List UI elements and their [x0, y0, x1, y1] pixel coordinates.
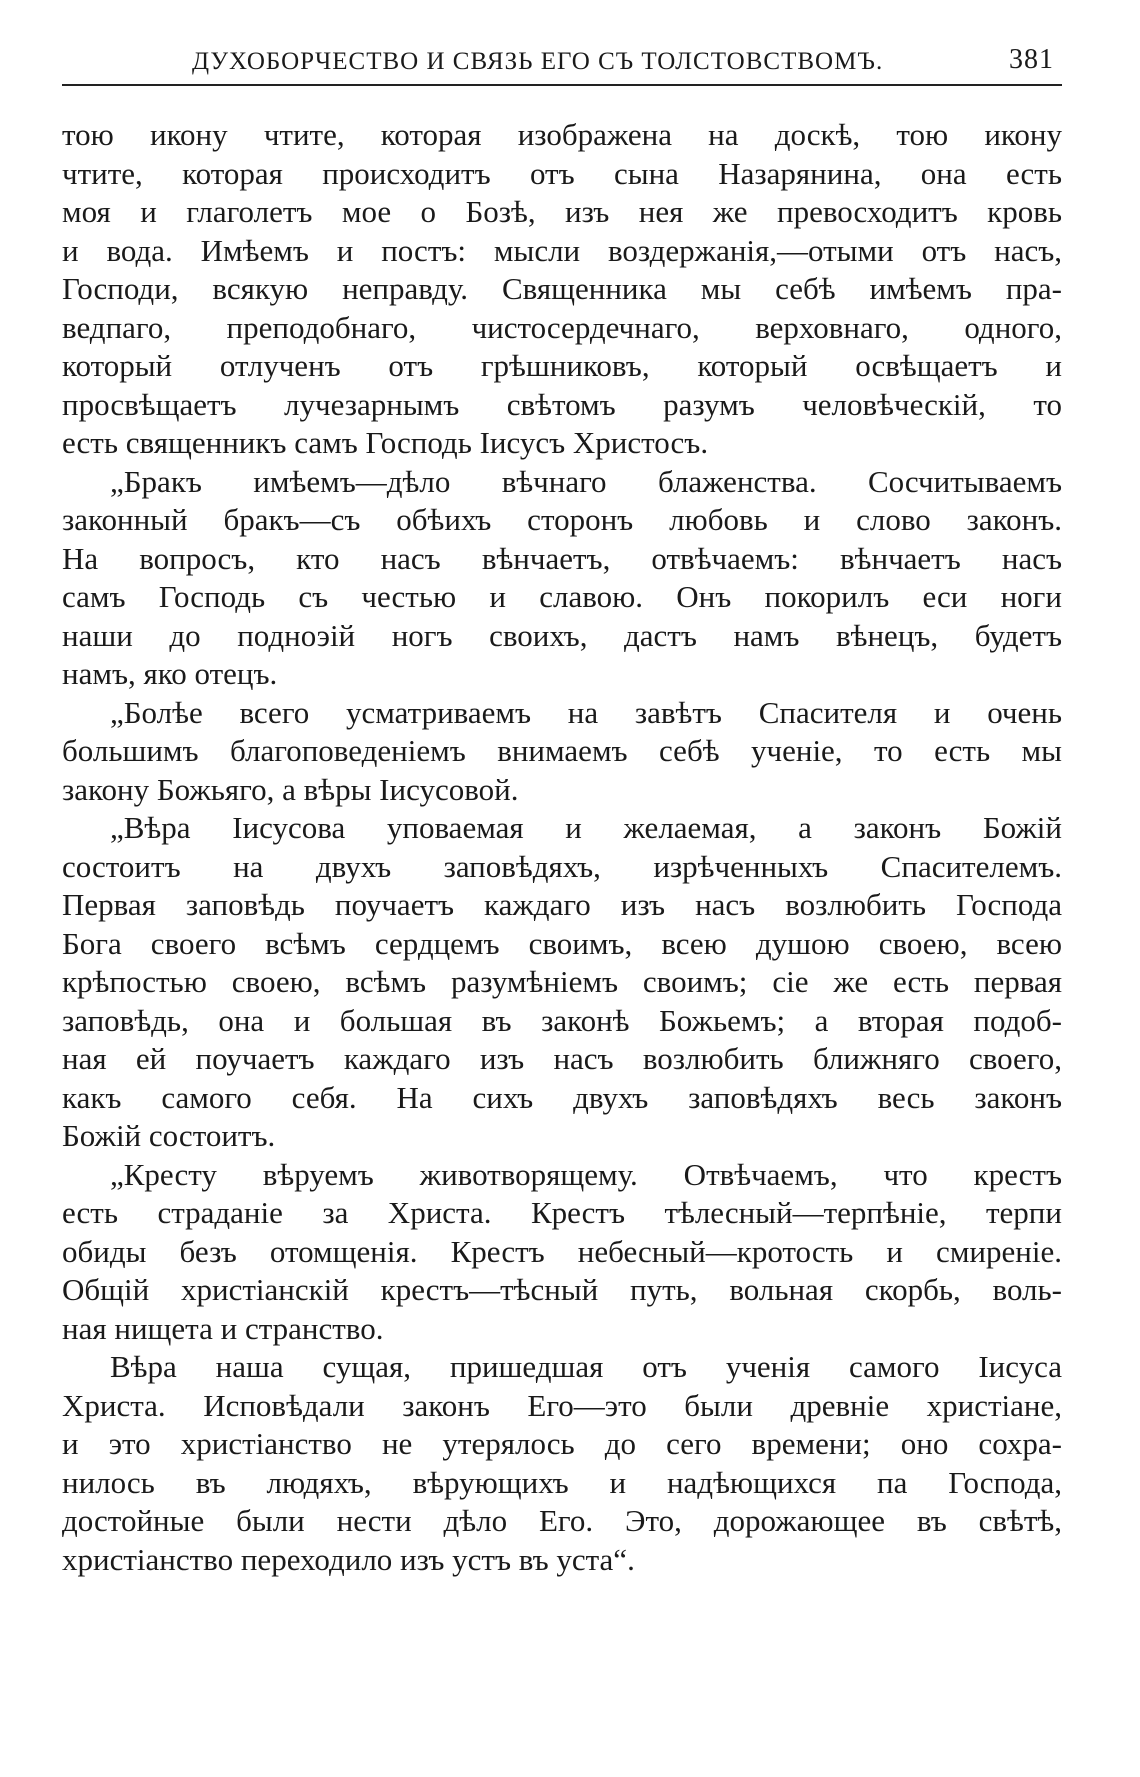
- text-line: Господи, всякую неправду. Священника мы себѣ имѣемъ пра-: [62, 271, 1062, 306]
- text-line: ведпаго, преподобнаго, чистосердечнаго, верховнаго, одного,: [62, 309, 1062, 345]
- text-line: намъ, яко отецъ.: [62, 656, 278, 691]
- book-page: [62, 38, 1062, 1579]
- text-line: чтите, которая происходитъ отъ сына Назарянина, она есть: [62, 155, 1062, 191]
- text-line: нилось въ людяхъ, вѣрующихъ и надѣющихся па Господа,: [62, 1464, 1062, 1500]
- text-line: обиды безъ отомщенія. Крестъ небесный—кротость и смиреніе.: [62, 1233, 1062, 1269]
- text-line: моя и глаголетъ мое о Бозѣ, изъ нея же превосходитъ кровь: [62, 194, 1062, 229]
- text-line: крѣпостью своею, всѣмъ разумѣніемъ своимъ; сіе же есть первая: [62, 964, 1062, 999]
- text-line: Христа. Исповѣдали законъ Его—это были древніе христіане,: [62, 1387, 1062, 1423]
- page-number: 381: [1009, 44, 1054, 75]
- text-line: закону Божьяго, а вѣры Іисусовой.: [62, 771, 519, 807]
- text-line: „Болѣе всего усматриваемъ на завѣтъ Спасителя и очень: [110, 694, 1062, 730]
- text-line: законный бракъ—съ обѣихъ сторонъ любовь и слово законъ.: [62, 502, 1062, 537]
- text-line: христіанство переходило изъ устъ въ уста“.: [62, 1541, 635, 1577]
- text-line: состоитъ на двухъ заповѣдяхъ, изрѣченныхъ Спасителемъ.: [62, 848, 1062, 884]
- text-line: и вода. Имѣемъ и постъ: мысли воздержанія,—отыми отъ насъ,: [62, 232, 1062, 268]
- text-line: Вѣра наша сущая, пришедшая отъ ученія самого Іисуса: [110, 1349, 1062, 1384]
- running-title: ДУХОБОРЧЕСТВО И СВЯЗЬ ЕГО СЪ ТОЛСТОВСТВОМЪ.: [192, 48, 884, 75]
- text-line: „Кресту вѣруемъ животворящему. Отвѣчаемъ, что крестъ: [110, 1156, 1062, 1192]
- text-line: Бога своего всѣмъ сердцемъ своимъ, всею душою своею, всею: [62, 925, 1062, 961]
- text-line: Божій состоитъ.: [62, 1118, 276, 1153]
- text-line: какъ самого себя. На сихъ двухъ заповѣдяхъ весь законъ: [62, 1079, 1062, 1115]
- text-line: ная ей поучаетъ каждаго изъ насъ возлюбить ближняго своего,: [62, 1041, 1062, 1076]
- text-line: наши до подноэій ногъ своихъ, дастъ намъ вѣнецъ, будетъ: [62, 617, 1062, 653]
- text-line: „Вѣра Іисусова уповаемая и желаемая, а законъ Божій: [110, 810, 1062, 845]
- text-line: Общій христіанскій крестъ—тѣсный путь, вольная скорбь, воль-: [62, 1272, 1062, 1307]
- text-line: самъ Господь съ честью и славою. Онъ покорилъ еси ноги: [62, 579, 1062, 614]
- text-line: заповѣдь, она и большая въ законѣ Божьемъ; а вторая подоб-: [62, 1002, 1062, 1038]
- text-line: ная нищета и странство.: [62, 1310, 384, 1346]
- text-line: достойные были нести дѣло Его. Это, дорожающее въ свѣтѣ,: [62, 1503, 1062, 1538]
- text-line: Первая заповѣдь поучаетъ каждаго изъ насъ возлюбить Господа: [62, 887, 1062, 922]
- text-line: На вопросъ, кто насъ вѣнчаетъ, отвѣчаемъ: вѣнчаетъ насъ: [62, 540, 1062, 576]
- text-line: и это христіанство не утерялось до сего времени; оно сохра-: [62, 1426, 1062, 1461]
- running-header: [62, 38, 1062, 86]
- text-line: „Бракъ имѣемъ—дѣло вѣчнаго блаженства. Сосчитываемъ: [110, 463, 1062, 499]
- text-line: большимъ благоповеденіемъ внимаемъ себѣ ученіе, то есть мы: [62, 733, 1062, 768]
- text-line: тою икону чтите, которая изображена на доскѣ, тою икону: [62, 117, 1062, 152]
- text-line: есть священникъ самъ Господь Іисусъ Христосъ.: [62, 425, 709, 460]
- text-line: есть страданіе за Христа. Крестъ тѣлесный—терпѣніе, терпи: [62, 1195, 1062, 1230]
- body-text: [62, 116, 1062, 1579]
- text-line: просвѣщаетъ лучезарнымъ свѣтомъ разумъ человѣческій, то: [62, 386, 1062, 422]
- text-line: который отлученъ отъ грѣшниковъ, который освѣщаетъ и: [62, 348, 1062, 383]
